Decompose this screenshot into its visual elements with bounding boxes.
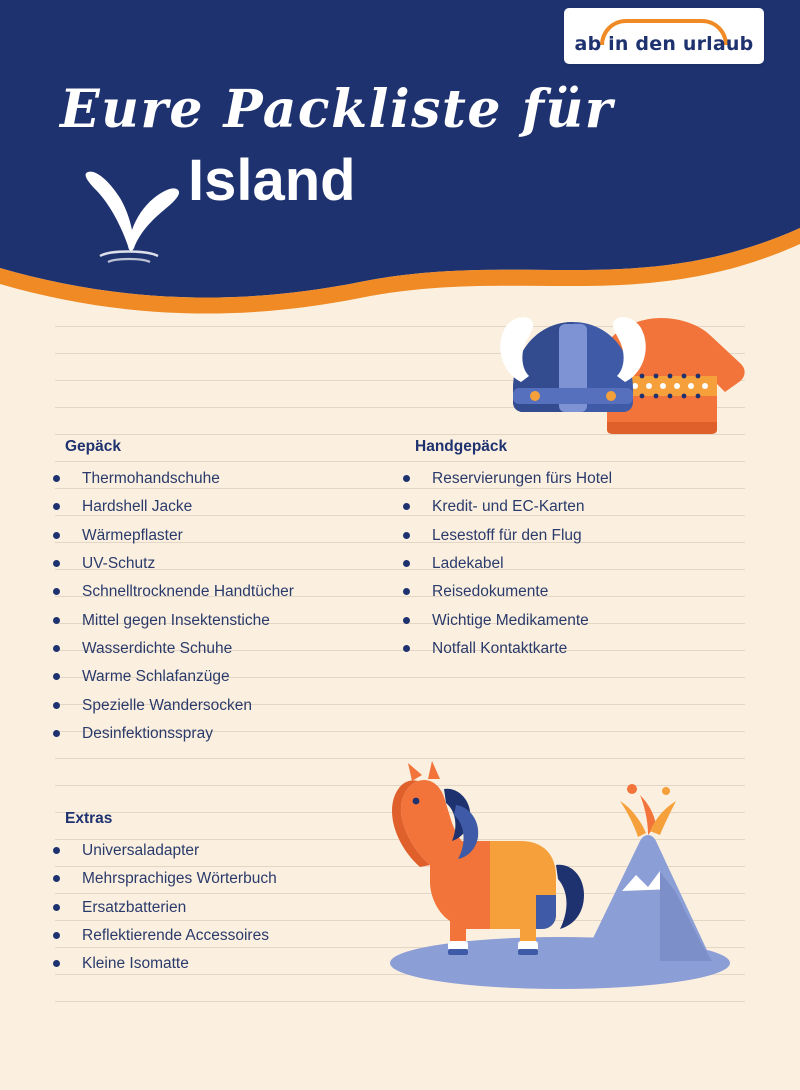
checklist-extras bbox=[45, 842, 375, 973]
column-heading-gepaeck: Gepäck bbox=[65, 438, 122, 455]
list-item[interactable]: Mehrsprachiges Wörterbuch bbox=[45, 870, 375, 888]
list-item[interactable]: Kleine Isomatte bbox=[45, 955, 375, 973]
list-item[interactable]: Universaladapter bbox=[45, 842, 375, 860]
column-heading-extras: Extras bbox=[65, 810, 113, 827]
list-item[interactable]: Reflektierende Accessoires bbox=[45, 927, 375, 945]
list-item[interactable]: Reisedokumente bbox=[395, 583, 725, 601]
list-item[interactable]: Reservierungen fürs Hotel bbox=[395, 470, 725, 488]
list-column-handgepaeck bbox=[395, 438, 725, 668]
list-item[interactable]: Wärmepflaster bbox=[45, 527, 375, 545]
logo-text: ab in den urlaub bbox=[574, 33, 754, 55]
list-item[interactable]: Ersatzbatterien bbox=[45, 899, 375, 917]
list-item[interactable]: Spezielle Wandersocken bbox=[45, 697, 375, 715]
checklist-gepaeck bbox=[45, 470, 375, 743]
brand-logo[interactable] bbox=[564, 8, 764, 64]
title-block bbox=[60, 79, 614, 213]
list-item[interactable]: Wasserdichte Schuhe bbox=[45, 640, 375, 658]
page-title-script: Eure Packliste für bbox=[60, 79, 614, 140]
list-item[interactable]: Thermohandschuhe bbox=[45, 470, 375, 488]
list-item[interactable]: Desinfektionsspray bbox=[45, 725, 375, 743]
list-column-extras bbox=[45, 810, 375, 984]
list-item[interactable]: Lesestoff für den Flug bbox=[395, 527, 725, 545]
column-heading-handgepaeck: Handgepäck bbox=[415, 438, 508, 455]
page-title-destination: Island bbox=[188, 148, 356, 213]
list-item[interactable]: Wichtige Medikamente bbox=[395, 612, 725, 630]
list-item[interactable]: Kredit- und EC-Karten bbox=[395, 498, 725, 516]
list-column-gepaeck bbox=[45, 438, 375, 753]
list-item[interactable]: Notfall Kontaktkarte bbox=[395, 640, 725, 658]
page-footer bbox=[0, 1064, 800, 1090]
list-item[interactable]: Schnelltrocknende Handtücher bbox=[45, 583, 375, 601]
list-item[interactable]: Mittel gegen Insektenstiche bbox=[45, 612, 375, 630]
list-item[interactable]: UV-Schutz bbox=[45, 555, 375, 573]
list-item[interactable]: Ladekabel bbox=[395, 555, 725, 573]
list-item[interactable]: Hardshell Jacke bbox=[45, 498, 375, 516]
checklist-handgepaeck bbox=[395, 470, 725, 658]
list-item[interactable]: Warme Schlafanzüge bbox=[45, 668, 375, 686]
